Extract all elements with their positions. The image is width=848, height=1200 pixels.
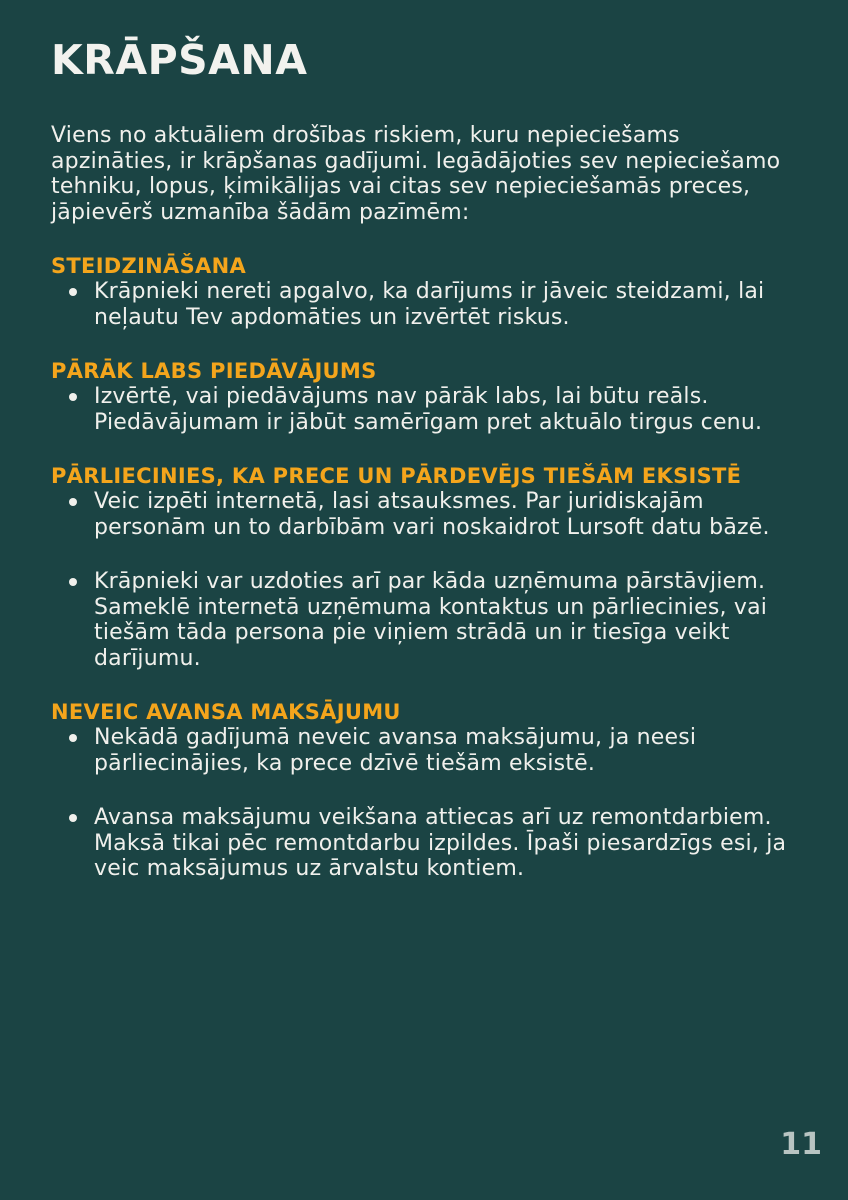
bullet-item <box>51 489 808 540</box>
bullet-text: Veic izpēti internetā, lasi atsauksmes. Par juridiskajām personām un to darbībām vari noskaidrot Lursoft datu bāzē. <box>94 489 770 540</box>
bullet-dot-icon <box>69 814 77 822</box>
bullet-item <box>51 384 808 435</box>
bullet-list <box>51 279 808 330</box>
content-section <box>51 464 808 671</box>
bullet-text: Krāpnieki var uzdoties arī par kāda uzņēmuma pārstāvjiem. Sameklē internetā uzņēmuma kontaktus un pārliecinies, vai tiešām tāda persona pie viņiem strādā un ir tiesīga veikt darījumu. <box>94 569 768 671</box>
bullet-text: Nekādā gadījumā neveic avansa maksājumu, ja neesi pārliecinājies, ka prece dzīvē tiešām eksistē. <box>94 725 697 776</box>
section-heading: STEIDZINĀŠANA <box>51 254 247 278</box>
section-heading: PĀRĀK LABS PIEDĀVĀJUMS <box>51 359 377 383</box>
intro-paragraph: Viens no aktuāliem drošības riskiem, kuru nepieciešams apzināties, ir krāpšanas gadījumi. Iegādājoties sev nepieciešamo tehniku, lopus, ķimikālijas vai citas sev nepieciešamās preces, jāpievērš uzmanība šādām pazīmēm: <box>51 123 781 225</box>
page-title: KRĀPŠANA <box>51 36 308 84</box>
bullet-dot-icon <box>69 578 77 586</box>
bullet-dot-icon <box>69 734 77 742</box>
bullet-item <box>51 569 808 671</box>
sections-container <box>51 254 808 882</box>
content-section <box>51 700 808 882</box>
bullet-dot-icon <box>69 288 77 296</box>
bullet-list <box>51 489 808 671</box>
bullet-list <box>51 384 808 435</box>
content-section <box>51 359 808 435</box>
bullet-list <box>51 725 808 882</box>
bullet-item <box>51 805 808 882</box>
bullet-item <box>51 279 808 330</box>
bullet-dot-icon <box>69 393 77 401</box>
bullet-item <box>51 725 808 776</box>
section-heading: NEVEIC AVANSA MAKSĀJUMU <box>51 700 401 724</box>
bullet-text: Avansa maksājumu veikšana attiecas arī uz remontdarbiem. Maksā tikai pēc remontdarbu izpildes. Īpaši piesardzīgs esi, ja veic maksājumus uz ārvalstu kontiem. <box>94 805 787 881</box>
section-heading: PĀRLIECINIES, KA PRECE UN PĀRDEVĒJS TIEŠĀM EKSISTĒ <box>51 464 742 488</box>
page-number: 11 <box>780 1127 822 1162</box>
bullet-text: Krāpnieki nereti apgalvo, ka darījums ir jāveic steidzami, lai neļautu Tev apdomāties un izvērtēt riskus. <box>94 279 765 330</box>
content-section <box>51 254 808 330</box>
bullet-dot-icon <box>69 498 77 506</box>
bullet-text: Izvērtē, vai piedāvājums nav pārāk labs, lai būtu reāls. Piedāvājumam ir jābūt samērīgam pret aktuālo tirgus cenu. <box>94 384 763 435</box>
